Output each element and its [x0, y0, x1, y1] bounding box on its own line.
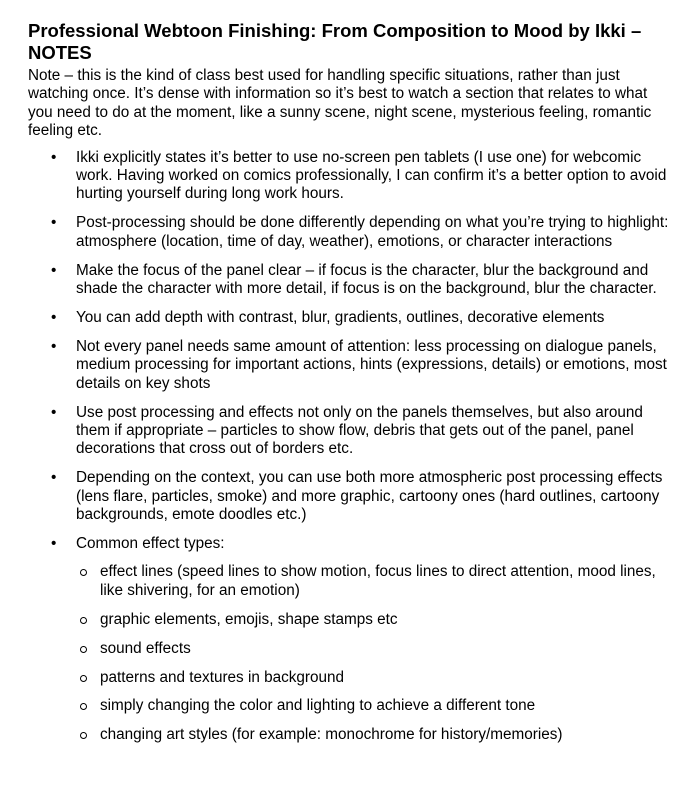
document-title: Professional Webtoon Finishing: From Composition to Mood by Ikki – NOTES — [28, 20, 642, 63]
list-item: • Make the focus of the panel clear – if focus is the character, blur the background and shade the character with more detail, if focus is on the background, blur the character. — [76, 262, 673, 299]
sub-list-item: effect lines (speed lines to show motion, focus lines to direct attention, mood lines, like shivering, for an emotion) — [100, 563, 673, 600]
sub-list-item: sound effects — [100, 640, 673, 658]
effect-types-list — [76, 563, 673, 744]
list-item: • Not every panel needs same amount of attention: less processing on dialogue panels, medium processing for important actions, hints (expressions, details) or emotions, most details on key shots — [76, 338, 673, 393]
list-item-effect-types — [76, 535, 673, 745]
list-item: • You can add depth with contrast, blur, gradients, outlines, decorative elements — [76, 309, 673, 327]
list-item: • Use post processing and effects not only on the panels themselves, but also around them if appropriate – particles to show flow, debris that gets out of the panel, panel decorations that cross out of borders etc. — [76, 404, 673, 459]
sub-list-item: simply changing the color and lighting to achieve a different tone — [100, 697, 673, 715]
sub-list-item: patterns and textures in background — [100, 669, 673, 687]
list-item-label: Common effect types: — [76, 535, 225, 553]
sub-list-item: graphic elements, emojis, shape stamps etc — [100, 611, 673, 629]
sub-list-item: changing art styles (for example: monochrome for history/memories) — [100, 726, 673, 744]
intro-paragraph: Note – this is the kind of class best used for handling specific situations, rather than just watching once. It’s dense with information so it’s best to watch a section that relates to what you need to do at the moment, like a sunny scene, night scene, mysterious feeling, romantic feeling etc. — [28, 67, 652, 140]
list-item: • Ikki explicitly states it’s better to use no-screen pen tablets (I use one) for webcomic work. Having worked on comics professionally, I can confirm it’s a better option to avoid hurting yourself during long work hours. — [76, 149, 673, 204]
notes-list — [28, 149, 673, 745]
list-item: • Post-processing should be done differently depending on what you’re trying to highlight: atmosphere (location, time of day, weather), emotions, or character interactions — [76, 214, 673, 251]
list-item: • Depending on the context, you can use both more atmospheric post processing effects (lens flare, particles, smoke) and more graphic, cartoony ones (hard outlines, cartoony backgrounds, emote doodles etc.) — [76, 469, 673, 524]
